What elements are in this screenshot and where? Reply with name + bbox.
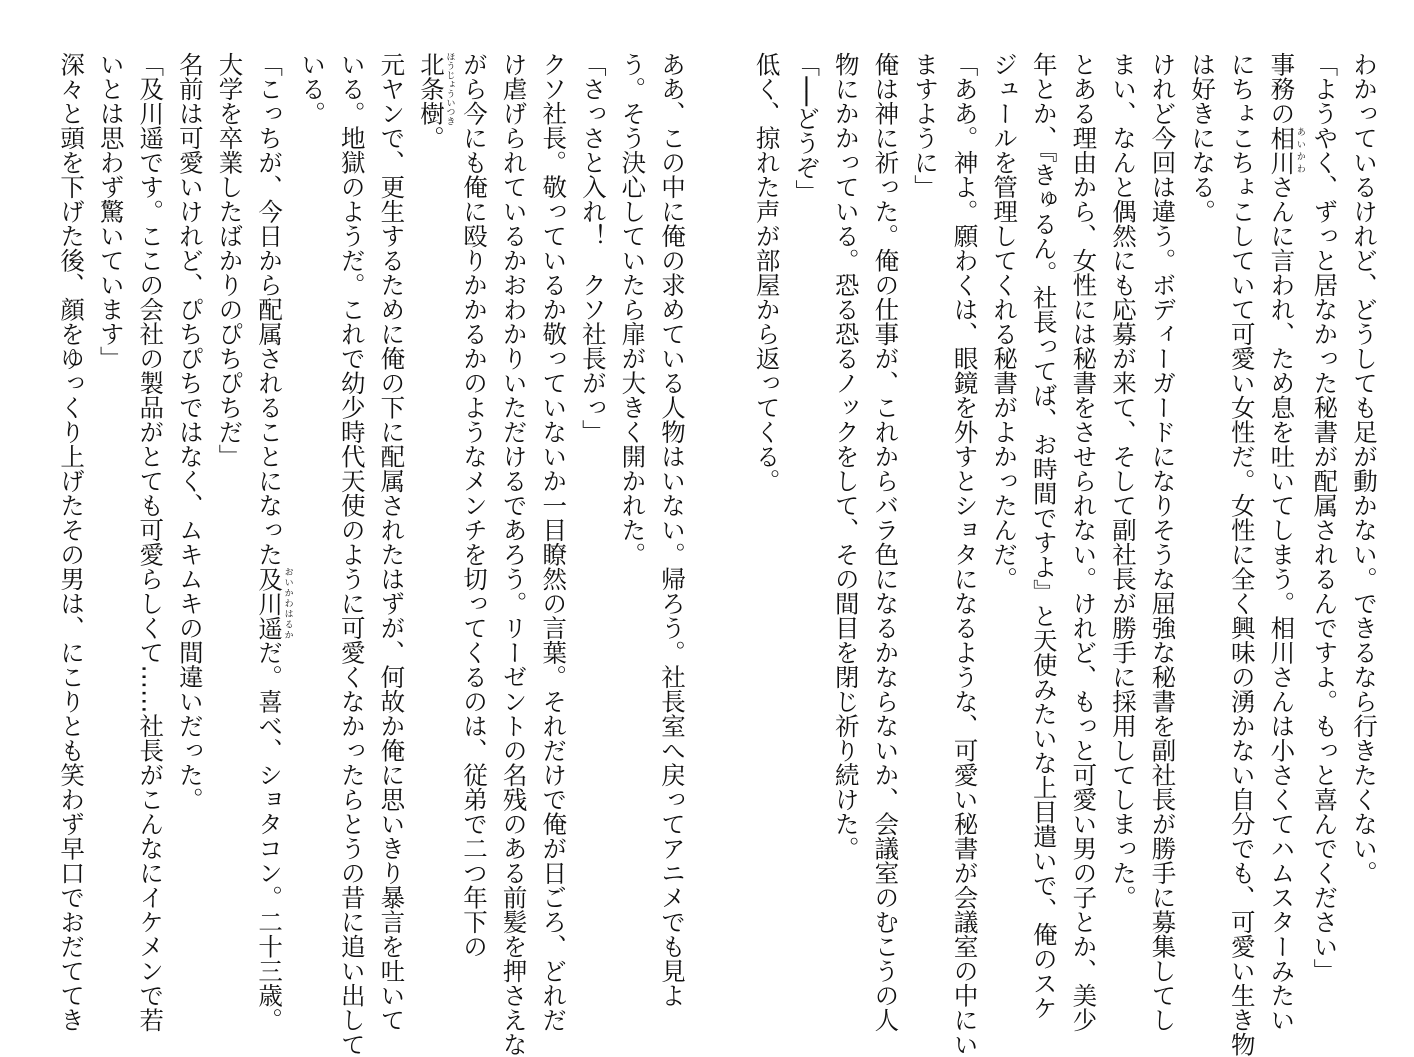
text-line: 元ヤンで、更生するために俺の下に配属されたはずが、何故か俺に思いきり暴言を吐いて <box>377 52 407 1032</box>
text-line: わかっているけれど、どうしても足が動かない。できるなら行きたくない。 <box>1350 52 1379 885</box>
text-line: 「及川遥です。ここの会社の製品がとても可愛らしくて……社長がこんなにイケメンで若 <box>136 52 166 1032</box>
text-line: 名前は可愛いけれど、ぴちぴちではなく、ムキムキの間違いだった。 <box>175 52 205 812</box>
text-line <box>411 52 454 972</box>
text-line: ますように」 <box>910 52 940 199</box>
text-segment: 。 <box>416 125 446 150</box>
text-line: いる。 <box>298 52 328 126</box>
ruby-annotation <box>255 566 293 641</box>
text-line: とある理由から、女性には秘書をさせられない。けれど、もっと可愛い男の子とか、美少 <box>1069 52 1099 1032</box>
text-line: 「──どうぞ」 <box>792 52 822 205</box>
text-line: け虐げられているかおわかりいただけるであろう。リーゼントの名残のある前髪を押さえな <box>499 52 529 1057</box>
ruby-reading: ほうじょういつき <box>444 52 455 126</box>
text-line: いとは思わず驚いています」 <box>96 52 126 371</box>
text-line: 俺は神に祈った。俺の仕事が、これからバラ色になるかならないか、会議室のむこうの人 <box>871 52 901 1032</box>
ruby-base: 及川遥 <box>255 566 285 640</box>
text-line: がら今にも俺に殴りかかるかのようなメンチを切ってくるのは、従弟で二つ年下の <box>460 52 490 959</box>
text-segment: だ。喜べ、ショタコン。二十三歳。 <box>255 640 285 1032</box>
text-line: 年とか、『きゅるん。社長ってば、お時間ですよ』と天使みたいな上目遣いで、俺のスケ <box>1029 52 1059 1020</box>
text-line: 低く、掠れた声が部屋から返ってくる。 <box>752 52 782 493</box>
text-line: 「ああ。神よ。願わくは、眼鏡を外すとショタになるような、可愛い秘書が会議室の中にい <box>950 52 980 1057</box>
ruby-annotation <box>416 52 455 126</box>
text-line <box>249 52 293 1032</box>
text-line: 物にかかっている。恐る恐るノックをして、その間目を閉じ祈り続けた。 <box>831 52 861 861</box>
text-line: いる。地獄のようだ。これで幼少時代天使のように可愛くなかったらとうの昔に追い出して <box>337 52 367 1057</box>
text-line: ああ、この中に俺の求めている人物はいない。帰ろう。社長室へ戻ってアニメでも見よ <box>658 52 687 1008</box>
text-line: 深々と頭を下げた後、顔をゆっくり上げたその男は、にこりとも笑わず早口でおだててき <box>57 52 87 1032</box>
text-line: は好きになる。 <box>1188 52 1218 224</box>
text-line: にちょこちょこしていて可愛い女性だ。女性に全く興味の湧かない自分でも、可愛い生き物 <box>1227 52 1257 1057</box>
text-segment: さんに言われ、ため息を吐いてしまう。相川さんは小さくてハムスターみたい <box>1267 174 1297 1032</box>
text-line: まい、なんと偶然にも応募が来て、そして副社長が勝手に採用してしまった。 <box>1108 52 1138 910</box>
right-page-text <box>747 52 1384 1057</box>
text-line: 大学を卒業したばかりのぴちぴちだ」 <box>215 52 245 469</box>
text-segment: 「こっちが、今日から配属されることになった <box>255 52 285 567</box>
left-page-text <box>52 52 693 1057</box>
text-line <box>1262 52 1305 1032</box>
text-line: う。そう決心していたら扉が大きく開かれた。 <box>618 52 648 567</box>
text-line: 「ようやく、ずっと居なかった秘書が配属されるんですよ。もっと喜んでください」 <box>1310 52 1340 983</box>
ruby-base: 北条樹 <box>416 52 446 126</box>
text-line: けれど今回は違う。ボディーガードになりそうな屈強な秘書を副社長が勝手に募集してし <box>1148 52 1178 1032</box>
text-segment: 事務の <box>1267 52 1297 126</box>
text-line: ジュールを管理してくれる秘書がよかったんだ。 <box>990 52 1020 591</box>
ruby-reading: おいかわはるか <box>282 566 293 640</box>
ruby-base: 相川 <box>1267 125 1297 175</box>
text-line: クソ社長。敬っているか敬っていないか一目瞭然の言葉。それだけで俺が日ごろ、どれだ <box>539 52 569 1032</box>
ruby-annotation <box>1267 125 1305 175</box>
text-line: 「さっさと入れ！ クソ社長がっ」 <box>578 52 608 444</box>
ruby-reading: あいかわ <box>1294 125 1305 175</box>
